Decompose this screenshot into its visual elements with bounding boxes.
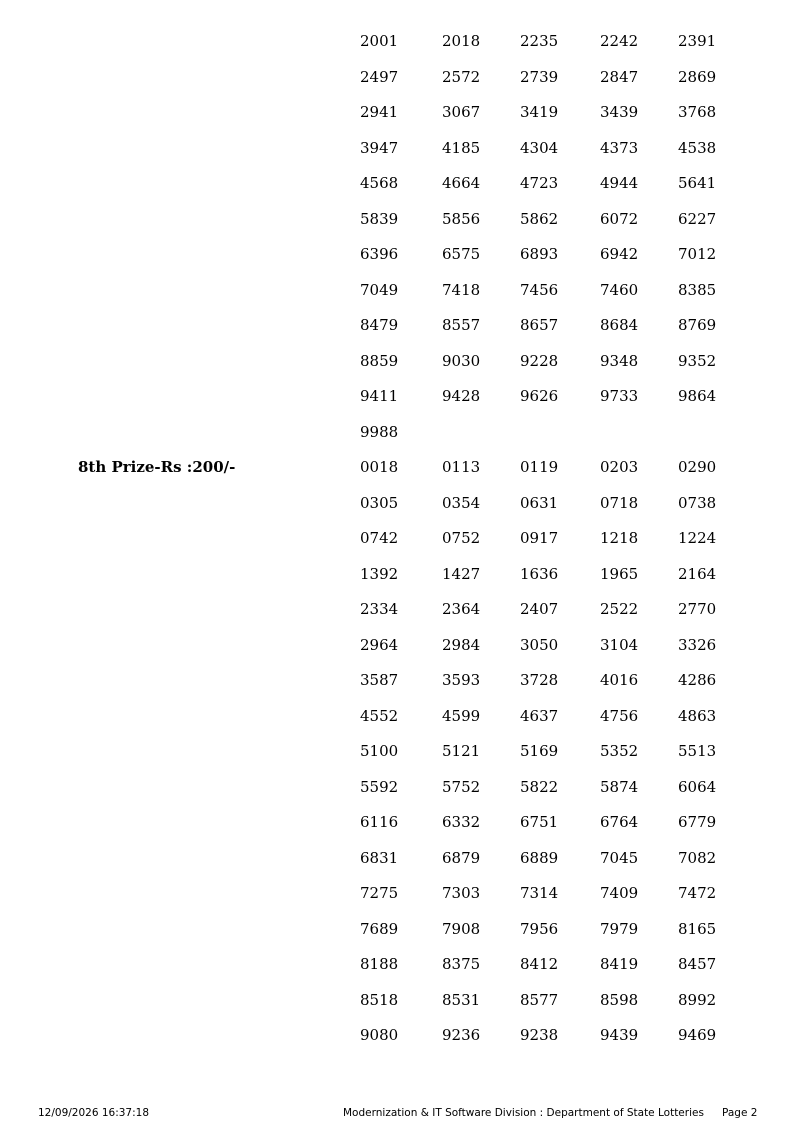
ticket-number: 7303 <box>442 884 481 902</box>
ticket-number: 4599 <box>442 706 481 725</box>
ticket-number: 8188 <box>360 955 399 973</box>
ticket-number-row <box>360 315 780 335</box>
ticket-number: 7472 <box>678 884 717 902</box>
ticket-number: 4863 <box>678 706 717 725</box>
ticket-number: 5100 <box>360 742 399 760</box>
ticket-number: 0718 <box>600 493 639 512</box>
ticket-number-row <box>360 741 780 761</box>
ticket-number: 2984 <box>442 635 481 654</box>
ticket-number: 4568 <box>360 174 399 192</box>
ticket-number: 4286 <box>678 671 717 689</box>
ticket-number: 5513 <box>678 742 717 760</box>
ticket-number: 8557 <box>442 316 481 334</box>
ticket-number: 2964 <box>360 635 399 654</box>
ticket-number: 3593 <box>442 671 481 689</box>
ticket-number: 8375 <box>442 955 481 973</box>
prize-label: 8th Prize-Rs :200/- <box>78 458 236 476</box>
ticket-number: 5839 <box>360 209 399 228</box>
ticket-number: 8419 <box>600 955 639 973</box>
ticket-number: 4538 <box>678 138 717 157</box>
ticket-number: 6831 <box>360 848 399 867</box>
ticket-number: 0203 <box>600 458 639 476</box>
ticket-number: 8412 <box>520 955 559 973</box>
ticket-number-row <box>360 31 780 51</box>
ticket-number: 2001 <box>360 32 399 50</box>
ticket-number: 1392 <box>360 564 399 583</box>
ticket-number: 7956 <box>520 919 559 938</box>
ticket-number: 5592 <box>360 777 399 796</box>
ticket-number: 8385 <box>678 280 717 299</box>
ticket-number: 3768 <box>678 103 717 121</box>
ticket-number: 0742 <box>360 529 399 547</box>
ticket-number: 1427 <box>442 564 481 583</box>
ticket-number: 2572 <box>442 67 481 86</box>
ticket-number-row <box>360 173 780 193</box>
ticket-number: 2334 <box>360 600 399 618</box>
ticket-number-row <box>360 848 780 868</box>
ticket-number: 0354 <box>442 493 481 512</box>
ticket-number: 0305 <box>360 493 399 512</box>
footer-page-number: Page 2 <box>722 1107 758 1119</box>
ticket-number: 8165 <box>678 919 717 938</box>
ticket-number: 5856 <box>442 209 481 228</box>
ticket-number: 6072 <box>600 209 639 228</box>
ticket-number: 9864 <box>678 387 717 405</box>
ticket-number-row <box>360 422 780 442</box>
ticket-number-row <box>360 280 780 300</box>
ticket-number-row <box>360 812 780 832</box>
ticket-number: 2522 <box>600 600 639 618</box>
ticket-number-row <box>360 457 780 477</box>
ticket-number: 3067 <box>442 103 481 121</box>
ticket-number-row <box>360 386 780 406</box>
ticket-number: 7689 <box>360 919 399 938</box>
ticket-number: 4664 <box>442 174 481 192</box>
ticket-number: 8769 <box>678 316 717 334</box>
ticket-number-row <box>360 954 780 974</box>
ticket-number-row <box>360 777 780 797</box>
ticket-number: 0752 <box>442 529 481 547</box>
ticket-number-row <box>360 990 780 1010</box>
ticket-number-row <box>360 209 780 229</box>
ticket-number: 2235 <box>520 32 559 50</box>
ticket-number: 6942 <box>600 245 639 263</box>
ticket-number: 1965 <box>600 564 639 583</box>
ticket-number-row <box>360 138 780 158</box>
ticket-number: 1224 <box>678 529 717 547</box>
ticket-number: 8577 <box>520 990 559 1009</box>
ticket-number: 3439 <box>600 103 639 121</box>
ticket-number: 2242 <box>600 32 639 50</box>
ticket-number: 4552 <box>360 706 399 725</box>
ticket-number: 4304 <box>520 138 559 157</box>
ticket-number: 8479 <box>360 316 399 334</box>
ticket-number: 9030 <box>442 351 481 370</box>
ticket-number: 7979 <box>600 919 639 938</box>
ticket-number: 0119 <box>520 458 559 476</box>
ticket-number: 0018 <box>360 458 399 476</box>
footer-timestamp: 12/09/2026 16:37:18 <box>38 1107 150 1119</box>
ticket-number: 5752 <box>442 777 481 796</box>
ticket-number: 0917 <box>520 529 559 547</box>
ticket-number: 6116 <box>360 813 399 831</box>
ticket-number: 2364 <box>442 600 481 618</box>
ticket-number: 6064 <box>678 777 717 796</box>
ticket-number: 2847 <box>600 67 639 86</box>
ticket-number: 1218 <box>600 529 639 547</box>
ticket-number: 3419 <box>520 103 559 121</box>
ticket-number: 6764 <box>600 813 639 831</box>
ticket-number: 4373 <box>600 138 639 157</box>
ticket-number-row <box>360 883 780 903</box>
ticket-number: 9352 <box>678 351 717 370</box>
ticket-number: 8992 <box>678 990 717 1009</box>
ticket-number-row <box>360 564 780 584</box>
ticket-number: 6893 <box>520 245 559 263</box>
ticket-number: 7314 <box>520 884 559 902</box>
ticket-number: 7082 <box>678 848 717 867</box>
ticket-number-row <box>360 67 780 87</box>
ticket-number: 9238 <box>520 1026 559 1044</box>
ticket-number: 9469 <box>678 1026 717 1044</box>
ticket-number: 2407 <box>520 600 559 618</box>
ticket-number: 0738 <box>678 493 717 512</box>
ticket-number: 5822 <box>520 777 559 796</box>
ticket-number: 2018 <box>442 32 481 50</box>
ticket-number: 6396 <box>360 245 399 263</box>
ticket-number: 0631 <box>520 493 559 512</box>
ticket-number: 8457 <box>678 955 717 973</box>
ticket-number: 9428 <box>442 387 481 405</box>
ticket-number: 8684 <box>600 316 639 334</box>
ticket-number: 4185 <box>442 138 481 157</box>
ticket-number: 7045 <box>600 848 639 867</box>
ticket-number: 9626 <box>520 387 559 405</box>
ticket-number: 1636 <box>520 564 559 583</box>
ticket-number: 2497 <box>360 67 399 86</box>
ticket-number: 8531 <box>442 990 481 1009</box>
ticket-number: 9439 <box>600 1026 639 1044</box>
ticket-number: 2739 <box>520 67 559 86</box>
ticket-number: 7275 <box>360 884 399 902</box>
ticket-number: 7456 <box>520 280 559 299</box>
ticket-number-row <box>360 706 780 726</box>
ticket-number: 0113 <box>442 458 481 476</box>
ticket-number: 4723 <box>520 174 559 192</box>
ticket-number: 6889 <box>520 848 559 867</box>
ticket-number: 8518 <box>360 990 399 1009</box>
ticket-number: 5121 <box>442 742 481 760</box>
ticket-number: 9733 <box>600 387 639 405</box>
ticket-number: 3326 <box>678 635 717 654</box>
ticket-number: 7049 <box>360 280 399 299</box>
ticket-number: 2391 <box>678 32 717 50</box>
ticket-number-row <box>360 493 780 513</box>
ticket-number-row <box>360 670 780 690</box>
ticket-number-row <box>360 599 780 619</box>
ticket-number: 4944 <box>600 174 639 192</box>
ticket-number: 6575 <box>442 245 481 263</box>
ticket-number: 3050 <box>520 635 559 654</box>
ticket-number: 8598 <box>600 990 639 1009</box>
ticket-number: 2869 <box>678 67 717 86</box>
ticket-number-row <box>360 919 780 939</box>
ticket-number-row <box>360 244 780 264</box>
ticket-number-row <box>360 102 780 122</box>
ticket-number: 4016 <box>600 671 639 689</box>
ticket-number: 3728 <box>520 671 559 689</box>
ticket-number-row <box>360 351 780 371</box>
ticket-number: 5874 <box>600 777 639 796</box>
ticket-number: 4637 <box>520 706 559 725</box>
ticket-number: 6751 <box>520 813 559 831</box>
ticket-number: 9348 <box>600 351 639 370</box>
ticket-number: 2941 <box>360 103 399 121</box>
ticket-number: 7908 <box>442 919 481 938</box>
ticket-number: 7409 <box>600 884 639 902</box>
ticket-number: 5862 <box>520 209 559 228</box>
ticket-number: 7418 <box>442 280 481 299</box>
ticket-number: 0290 <box>678 458 717 476</box>
ticket-number: 9080 <box>360 1026 399 1044</box>
ticket-number: 3104 <box>600 635 639 654</box>
ticket-number-row <box>360 528 780 548</box>
ticket-number: 6779 <box>678 813 717 831</box>
ticket-number: 5641 <box>678 174 717 192</box>
ticket-number: 3587 <box>360 671 399 689</box>
ticket-number: 5169 <box>520 742 559 760</box>
ticket-number: 9236 <box>442 1026 481 1044</box>
ticket-number: 6879 <box>442 848 481 867</box>
ticket-number-row <box>360 1025 780 1045</box>
ticket-number: 7012 <box>678 245 717 263</box>
ticket-number: 9411 <box>360 387 399 405</box>
ticket-number: 8859 <box>360 351 399 370</box>
ticket-number: 7460 <box>600 280 639 299</box>
ticket-number: 2164 <box>678 564 717 583</box>
footer-division: Modernization & IT Software Division : Department of State Lotteries <box>343 1107 704 1119</box>
ticket-number: 9228 <box>520 351 559 370</box>
ticket-number-row <box>360 635 780 655</box>
ticket-number: 9988 <box>360 422 399 441</box>
ticket-number: 5352 <box>600 742 639 760</box>
ticket-number: 6332 <box>442 813 481 831</box>
ticket-number: 8657 <box>520 316 559 334</box>
ticket-number: 2770 <box>678 600 717 618</box>
ticket-number: 4756 <box>600 706 639 725</box>
ticket-number: 6227 <box>678 209 717 228</box>
ticket-number: 3947 <box>360 138 399 157</box>
